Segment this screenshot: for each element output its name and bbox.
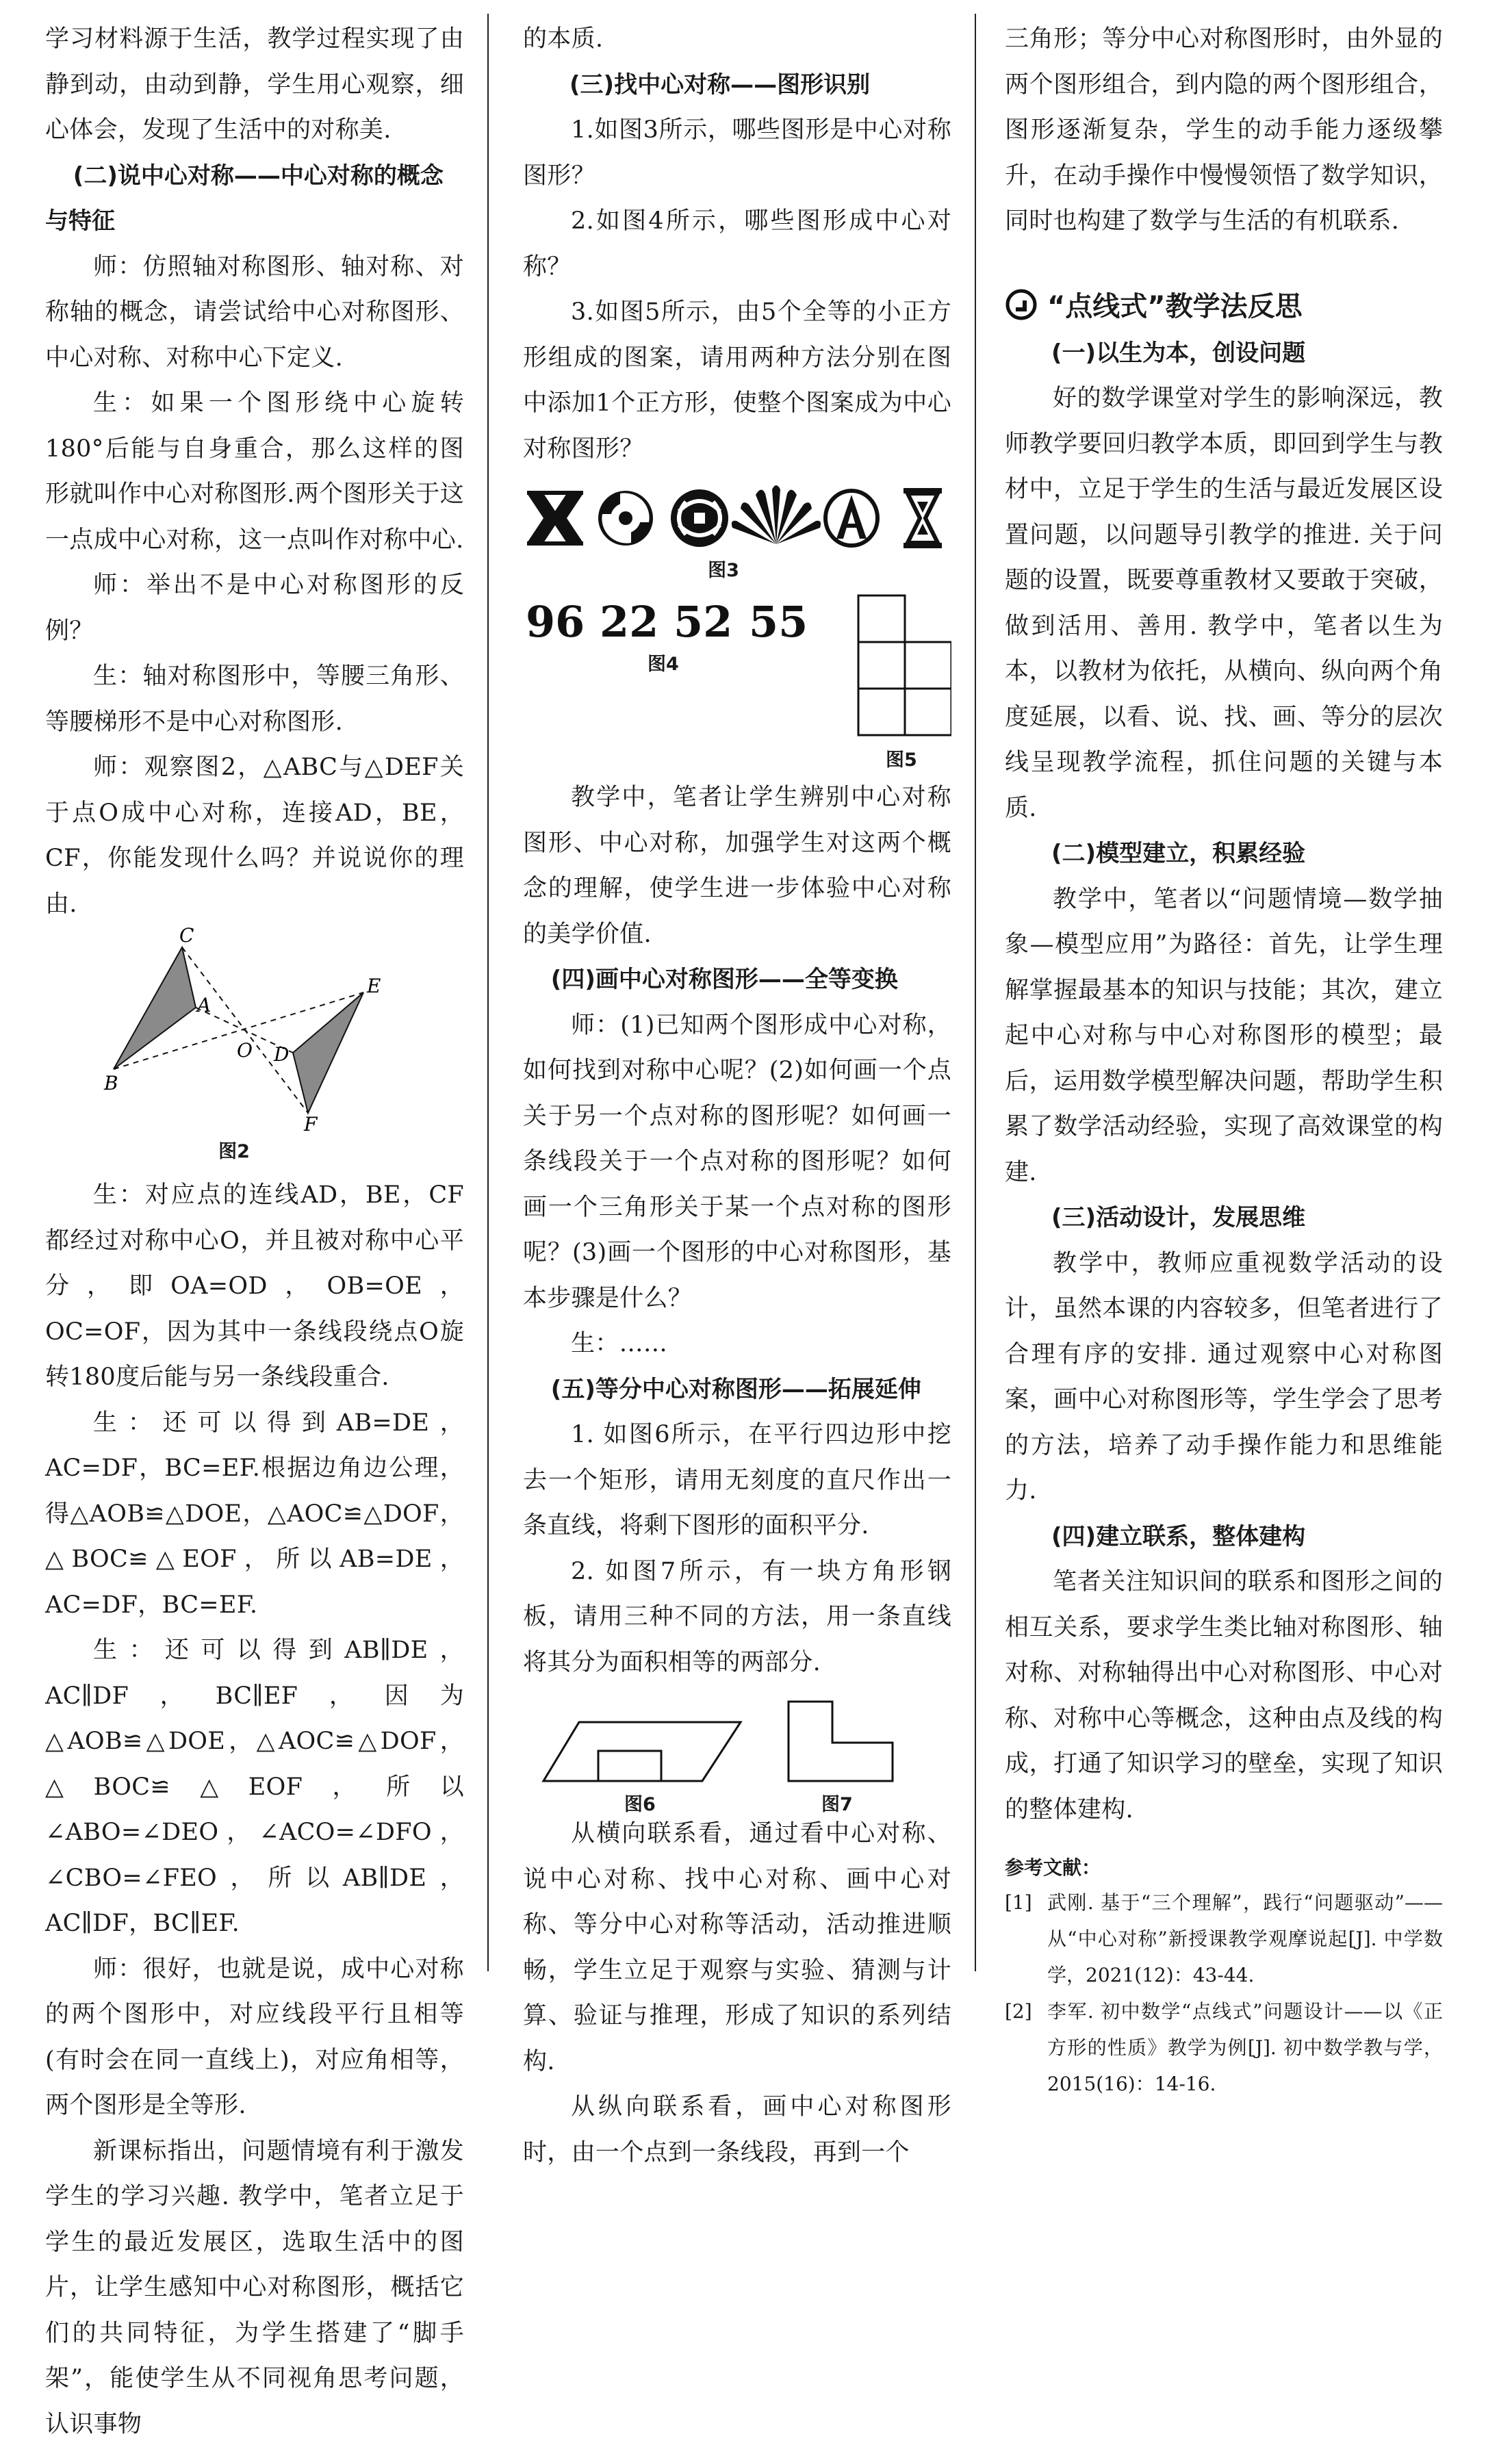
figure-3-caption: 图3 [496, 555, 951, 582]
paragraph: 新课标指出，问题情境有利于激发学生的学习兴趣. 教学中，笔者立足于学生的最近发展区，选取生活中的图片，让学生感知中心对称图形，概括它们的共同特征，为学生搭建了“脚手架”，能使学生从不同视角思考问题，认识事物 [45, 2129, 464, 2447]
column-3 [1005, 16, 1443, 2102]
figure-4-caption: 图4 [648, 649, 679, 676]
references-title: 参考文献： [1005, 1853, 1443, 1880]
digit-pair: 52 [674, 597, 732, 647]
column-1 [45, 16, 464, 2447]
reference-text: 李军. 初中数学“点线式”问题设计——以《正方形的性质》教学为例[J]. 初中数学教与学，2015(16)：14-16. [1047, 1993, 1443, 2102]
paragraph: 生：…… [523, 1321, 951, 1367]
reference-item [1005, 1884, 1443, 1993]
mobile-logo-icon [671, 489, 728, 547]
paragraph: 从横向联系看，通过看中心对称、说中心对称、找中心对称、画中心对称、等分中心对称等活动，活动推进顺畅，学生立足于观察与实验、猜测与计算、验证与推理，形成了知识的系列结构. [523, 1811, 951, 2084]
column-2 [523, 16, 951, 2175]
label-d: D [273, 1043, 289, 1066]
section-heading: (四)画中心对称图形——全等变换 [523, 957, 951, 1003]
column-divider-2 [975, 14, 976, 1971]
figure-7-caption: 图7 [821, 1789, 853, 1816]
figures-6-7 [523, 1695, 951, 1811]
paragraph: 师：(1)已知两个图形成中心对称，如何找到对称中心呢？(2)如何画一个点关于另一个点对称的图形呢？如何画一条线段关于一个点对称的图形呢？如何画一个三角形关于某一个点对称的图形呢？(3)画一个图形的中心对称图形，基本步骤是什么？ [523, 1003, 951, 1322]
paragraph: 2. 如图7所示，有一块方角形钢板，请用三种不同的方法，用一条直线将其分为面积相等的两部分. [523, 1549, 951, 1686]
section-title [1005, 279, 1443, 331]
section-heading: (二)模型建立，积累经验 [1005, 831, 1443, 877]
label-a: A [195, 994, 211, 1016]
label-o: O [237, 1039, 253, 1062]
figure-6-7-drawing [523, 1695, 951, 1811]
triangle-diagram [45, 927, 464, 1132]
paragraph: 2.如图4所示，哪些图形成中心对称？ [523, 198, 951, 290]
paragraph: 师：举出不是中心对称图形的反例？ [45, 563, 464, 654]
figures-4-5 [523, 589, 951, 775]
label-f: F [303, 1113, 318, 1132]
section-heading: (一)以生为本，创设问题 [1005, 331, 1443, 376]
reference-item [1005, 1993, 1443, 2102]
label-c: C [179, 927, 194, 947]
l-shaped-plate [789, 1702, 893, 1781]
section-heading: (二)说中心对称——中心对称的概念与特征 [45, 153, 464, 244]
swirl-logo-icon [598, 491, 653, 546]
section-heading: (四)建立联系，整体建构 [1005, 1514, 1443, 1560]
paragraph: 生：还可以得到AB∥DE，AC∥DF，BC∥EF，因为△AOB≌△DOE，△AOC≌△DOF，△BOC≌△EOF，所以∠ABO=∠DEO，∠ACO=∠DFO，∠CBO=∠FEO，所以AB∥DE，AC∥DF，BC∥EF. [45, 1628, 464, 1947]
paragraph: 教学中，教师应重视数学活动的设计，虽然本课的内容较多，但笔者进行了合理有序的安排. 通过观察中心对称图案，画中心对称图形等，学生学会了思考的方法，培养了动手操作能力和思维能力. [1005, 1241, 1443, 1514]
paragraph: 生：还可以得到AB=DE，AC=DF，BC=EF.根据边角边公理，得△AOB≌△DOE，△AOC≌△DOF，△BOC≌△EOF，所以AB=DE，AC=DF，BC=EF. [45, 1400, 464, 1628]
paragraph: 从纵向联系看，画中心对称图形时，由一个点到一条线段，再到一个 [523, 2084, 951, 2175]
paragraph: 好的数学课堂对学生的影响深远，教师教学要回归教学本质，即回到学生与教材中，立足于学生的生活与最近发展区设置问题，以问题导引教学的推进. 关于问题的设置，既要尊重教材又要敢于突破，做到活用、善用. 教学中，笔者以生为本，以教材为依托，从横向、纵向两个角度延展，以看、说、找、画、等分的层次线呈现教学流程，抓住问题的关键与本质. [1005, 376, 1443, 831]
reference-text: 武刚. 基于“三个理解”，践行“问题驱动”——从“中心对称”新授课教学观摩说起[J]. 中学数学，2021(12)：43-44. [1047, 1884, 1443, 1993]
label-b: B [103, 1072, 118, 1094]
reference-number: [1] [1005, 1884, 1047, 1993]
paragraph: 师：很好，也就是说，成中心对称的两个图形中，对应线段平行且相等(有时会在同一直线上)，对应角相等，两个图形是全等形. [45, 1947, 464, 2129]
paragraph: 学习材料源于生活，教学过程实现了由静到动，由动到静，学生用心观察，细心体会，发现了生活中的对称美. [45, 16, 464, 153]
paragraph: 笔者关注知识间的联系和图形之间的相互关系，要求学生类比轴对称图形、轴对称、对称轴得出中心对称图形、中心对称、对称中心等概念，这种由点及线的构成，打通了知识学习的壁垒，实现了知识的整体建构. [1005, 1559, 1443, 1832]
paragraph: 三角形；等分中心对称图形时，由外显的两个图形组合，到内隐的两个图形组合，图形逐渐复杂，学生的动手能力逐级攀升，在动手操作中慢慢领悟了数学知识，同时也构建了数学与生活的有机联系. [1005, 16, 1443, 244]
figure-3 [523, 484, 951, 552]
section-heading: (五)等分中心对称图形——拓展延伸 [523, 1367, 951, 1413]
paragraph: 生：对应点的连线AD，BE，CF都经过对称中心O，并且被对称中心平分，即OA=OD，OB=OE，OC=OF，因为其中一条线段绕点O旋转180度后能与另一条线段重合. [45, 1173, 464, 1400]
cutout-rectangle [598, 1751, 661, 1781]
paragraph: 师：仿照轴对称图形、轴对称、对称轴的概念，请尝试给中心对称图形、中心对称、对称中心下定义. [45, 244, 464, 381]
x-logo-icon [527, 491, 583, 546]
paragraph: 3.如图5所示，由5个全等的小正方形组成的图案，请用两种方法分别在图中添加1个正方形，使整个图案成为中心对称图形？ [523, 290, 951, 472]
a-circle-logo-icon [825, 491, 877, 546]
figure-2 [45, 927, 464, 1132]
figure-5-caption: 图5 [886, 745, 917, 771]
section-marker-icon [1005, 288, 1038, 321]
paragraph: 的本质. [523, 16, 951, 62]
figure-6-caption: 图6 [624, 1789, 656, 1816]
digit-pair: 96 [526, 597, 585, 647]
figure-2-caption: 图2 [4, 1136, 464, 1163]
paragraph: 教学中，笔者以“问题情境—数学抽象—模型应用”为路径：首先，让学生理解掌握最基本的知识与技能；其次，建立起中心对称与中心对称图形的模型；最后，运用数学模型解决问题，帮助学生积累了数学活动经验，实现了高效课堂的构建. [1005, 877, 1443, 1196]
five-squares-grid [858, 595, 951, 735]
petal-logo-icon [732, 485, 821, 544]
section-heading: (三)活动设计，发展思维 [1005, 1195, 1443, 1241]
column-divider-1 [487, 14, 489, 1971]
paragraph: 1. 如图6所示，在平行四边形中挖去一个矩形，请用无刻度的直尺作出一条直线，将剩下图形的面积平分. [523, 1412, 951, 1549]
paragraph: 师：观察图2，△ABC与△DEF关于点O成中心对称，连接AD，BE，CF，你能发现什么吗？并说说你的理由. [45, 745, 464, 927]
section-title-text: “点线式”教学法反思 [1047, 285, 1303, 324]
label-e: E [366, 975, 381, 997]
digit-pair: 55 [749, 597, 808, 647]
section-heading: (三)找中心对称——图形识别 [523, 62, 951, 108]
paragraph: 教学中，笔者让学生辨别中心对称图形、中心对称，加强学生对这两个概念的理解，使学生进一步体验中心对称的美学价值. [523, 775, 951, 957]
paragraph: 生：如果一个图形绕中心旋转180°后能与自身重合，那么这样的图形就叫作中心对称图形.两个图形关于这一点成中心对称，这一点叫作对称中心. [45, 381, 464, 563]
hourglass-logo-icon [904, 488, 942, 548]
paragraph: 生：轴对称图形中，等腰三角形、等腰梯形不是中心对称图形. [45, 654, 464, 745]
logos-row [523, 484, 951, 552]
paragraph: 1.如图3所示，哪些图形是中心对称图形？ [523, 107, 951, 198]
triangle-abc [114, 947, 196, 1069]
digit-pair: 22 [600, 597, 658, 647]
reference-number: [2] [1005, 1993, 1047, 2102]
